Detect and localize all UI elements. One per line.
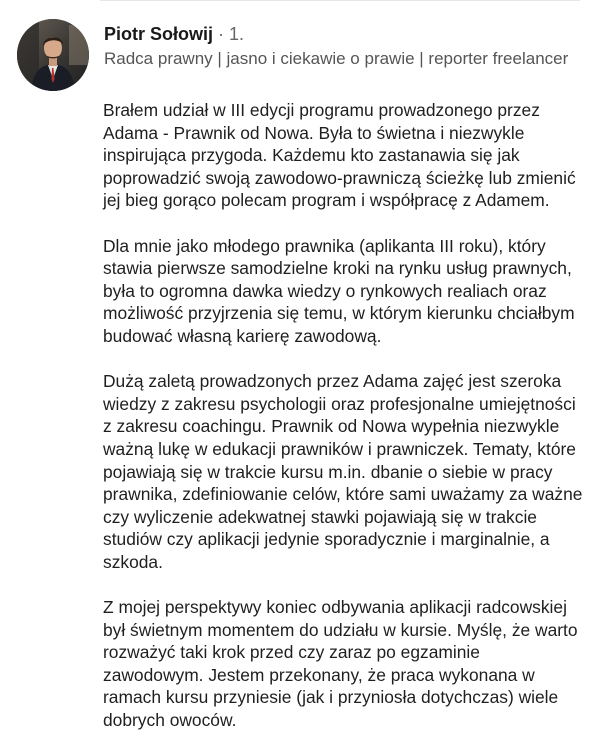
- post-paragraph-1: Brałem udział w III edycji programu prowadzonego przez Adama - Prawnik od Nowa. Była to świetna i niezwykle inspirująca przygoda. Każdemu kto zastanawia się jak poprowadzić swoją zawodowo-prawniczą ścieżkę lub zmienić jej bieg gorąco polecam program i współpracę z Adamem.: [103, 100, 576, 211]
- separator-dot: ·: [218, 24, 225, 44]
- avatar-photo-icon: [17, 19, 89, 91]
- post-paragraph-4: Z mojej perspektywy koniec odbywania aplikacji radcowskiej był świetnym momentem do udziału w kursie. Myślę, że warto rozważyć taki krok przed czy zaraz po egzaminie zawodowym. Jestem przekonany, że praca wykonana w ramach kursu przyniesie (jak i przyniosła dotychczas) wiele dobrych owoców.: [103, 597, 578, 731]
- connection-degree: 1.: [229, 24, 245, 44]
- post-header: [104, 22, 574, 70]
- author-name[interactable]: Piotr Sołowij: [104, 24, 214, 44]
- post-body: [103, 99, 583, 754]
- author-line: [104, 22, 574, 46]
- post-paragraph-2: Dla mnie jako młodego prawnika (aplikanta III roku), który stawia pierwsze samodzielne kroki na rynku usług prawnych, była to ogromna dawka wiedzy o rynkowych realiach oraz możliwość przyjrzenia się temu, w którym kierunku chciałbym budować własną karierę zawodową.: [103, 235, 575, 346]
- top-divider: [100, 0, 580, 1]
- author-headline: Radca prawny | jasno i ciekawie o prawie | reporter freelancer: [104, 49, 569, 68]
- avatar[interactable]: [17, 19, 89, 91]
- post-paragraph-3: Dużą zaletą prowadzonych przez Adama zajęć jest szeroka wiedzy z zakresu psychologii oraz profesjonalne umiejętności z zakresu coachingu. Prawnik od Nowa wypełnia niezwykle ważną lukę w edukacji prawników i prawniczek. Tematy, które pojawiają się w trakcie kursu m.in. dbanie o siebie w pracy prawnika, zdefiniowanie celów, które sami uważamy za ważne czy wyliczenie adekwatnej stawki pojawiają się w trakcie studiów czy aplikacji jedynie sporadycznie i marginalnie, a szkoda.: [103, 371, 583, 572]
